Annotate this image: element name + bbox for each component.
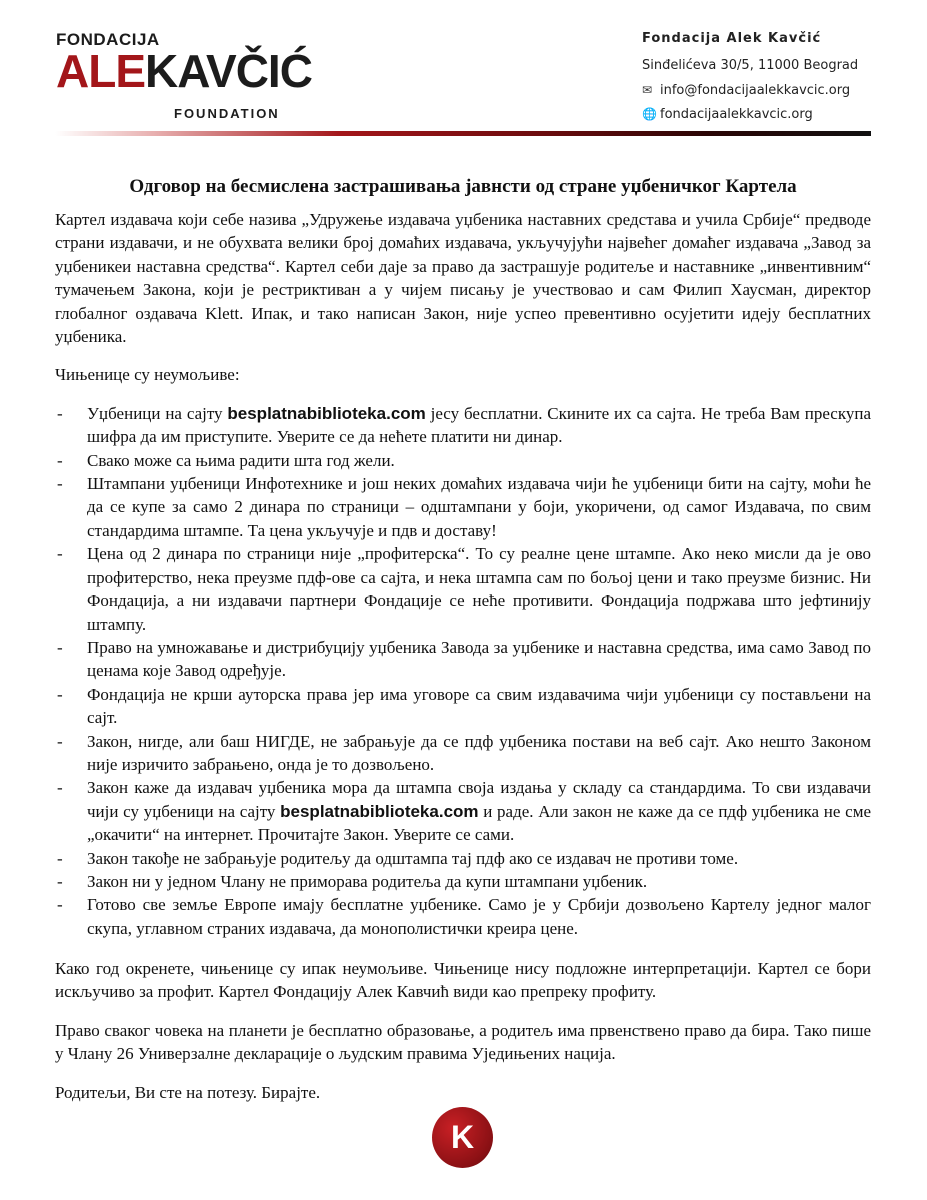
list-item xyxy=(55,542,871,636)
contact-website[interactable]: fondacijaalekkavcic.org xyxy=(660,107,813,122)
logo-wordmark-red: ALE xyxy=(56,45,145,97)
closing-section xyxy=(55,957,871,1119)
badge-letter: K xyxy=(450,1119,475,1155)
envelope-icon: ✉ xyxy=(642,83,653,97)
intro-paragraph: Картел издавача који себе назива „Удружење издавача уџбеника наставних средстава и учила Србије“ предводе страни издавачи, и не обухвата велики број домаћих издавача, укључујући највећег домаћег издавача „Завод за уџбеникеи наставна средства“. Картел себи даје за право да застрашује родитеље и наставнике „инвентивним“ тумачењем Закона, који је рестриктиван а у чијем писању је учествовао и сам Филип Хаусман, директор глобалног оздавача Klett. Ипак, и тако написан Закон, није успео превентивно осујетити идеју бесплатних уџбеника. xyxy=(55,210,871,347)
list-item xyxy=(55,776,871,846)
bullet-text: Закон, нигде, али баш НИГДЕ, не забрањује да се пдф уџбеника постави на веб сајт. Ако нешто Законом није изричито забрањено, онда је то дозвољено. xyxy=(87,731,871,774)
bullet-dash: - xyxy=(57,403,63,423)
list-item xyxy=(55,402,871,449)
bullet-dash: - xyxy=(57,731,63,751)
document-body xyxy=(55,208,871,974)
contact-email-line xyxy=(642,82,858,106)
bullet-text: Штампани уџбеници Инфотехнике и још неких домаћих издавача чији ће уџбеници бити на сајту, моћи ће да се купе за само 2 динара по страници – одштампани у боји, укоричени, од самог Издавача, по свим стандардима штампе. Та цена укључује и пдв и доставу! xyxy=(87,474,871,540)
list-item xyxy=(55,893,871,940)
list-item xyxy=(55,730,871,777)
logo-wordmark-dark: KAVČIĆ xyxy=(145,45,312,97)
bullet-text: Закон каже да издавач уџбеника мора да штампа своја издања у складу са стандардима. То сви издавачи чији су уџбеници на сајту xyxy=(87,778,871,821)
facts-label: Чињенице су неумољиве: xyxy=(55,365,240,385)
bullet-dash: - xyxy=(57,450,63,470)
bullet-dash: - xyxy=(57,474,63,494)
website-link[interactable]: besplatnabiblioteka.com xyxy=(227,403,426,423)
closing-paragraph-3: Родитељи, Ви сте на потезу. Бирајте. xyxy=(55,1082,321,1102)
bullet-text-cont: и раде. Али закон не каже да се пдф уџбеника не сме „окачити“ на интернет. Прочитајте Закон. Уверите се сами. xyxy=(87,801,871,845)
document-title: Одговор на бесмислена застрашивања јавнсти од стране уџбеничког Картела xyxy=(129,176,797,197)
list-item xyxy=(55,683,871,730)
list-item xyxy=(55,472,871,542)
bullet-text: Свако може са њима радити шта год жели. xyxy=(87,450,395,470)
bullet-dash: - xyxy=(57,848,63,868)
header-divider xyxy=(55,131,871,136)
bullet-text-cont: јесу бесплатни. Скините их са сајта. Не треба Вам прескупа шифра да им приступите. Уверите се да нећете платити ни динар. xyxy=(87,403,872,447)
bullet-text: Закон ни у једном Члану не приморава родитеља да купи штампани уџбеник. xyxy=(87,871,648,891)
list-item xyxy=(55,449,871,472)
list-item xyxy=(55,847,871,870)
contact-address: Sinđelićeva 30/5, 11000 Beograd xyxy=(642,58,859,73)
bullet-dash: - xyxy=(57,684,63,704)
contact-email[interactable]: info@fondacijaalekkavcic.org xyxy=(660,83,851,98)
bullet-dash: - xyxy=(57,871,63,891)
bullet-text: Готово све земље Европе имају бесплатне уџбенике. Само је у Србији дозвољено Картелу једног малог скупа, углавном страних издавача, да монополистички креира цене. xyxy=(87,895,871,938)
footer-logo-badge xyxy=(432,1107,493,1168)
bullet-dash: - xyxy=(57,895,63,915)
list-item xyxy=(55,870,871,893)
bullet-dash: - xyxy=(57,637,63,657)
website-link[interactable]: besplatnabiblioteka.com xyxy=(280,801,479,821)
logo-wordmark xyxy=(56,46,312,96)
bullet-text: Право на умножавање и дистрибуцију уџбеника Завода за уџбенике и наставна средства, има само Завод по ценама које Завод одређује. xyxy=(87,637,871,681)
list-item xyxy=(55,636,871,683)
bullet-text: Закон такође не забрањује родитељу да одштампа тај пдф ако се издавач не противи томе. xyxy=(87,848,739,868)
contact-web-line xyxy=(642,106,858,130)
bullet-text: Фондација не крши ауторска права јер има уговоре са свим издавачима чији уџбеници су постављени на сајт. xyxy=(87,684,871,728)
contact-org-name: Fondacija Alek Kavčić xyxy=(642,31,822,46)
closing-paragraph-1: Како год окренете, чињенице су ипак неумољиве. Чињенице нису подложне интерпретацији. Картел се бори искључиво за профит. Картел Фондацију Алек Кавчић види као препреку профиту. xyxy=(55,959,871,1002)
foundation-logo xyxy=(56,30,312,130)
logo-bottom-text: FOUNDATION xyxy=(174,106,280,121)
bullet-dash: - xyxy=(57,544,63,564)
facts-list xyxy=(55,402,871,940)
closing-paragraph-2: Право сваког човека на планети је бесплатно образовање, а родитељ има првенствено право да бира. Тако пише у Члану 26 Универзалне декларације о људским правима Уједињених нација. xyxy=(55,1020,871,1064)
globe-icon: 🌐 xyxy=(642,107,657,121)
logo-top-text: FONDACIJA xyxy=(56,30,160,49)
bullet-dash: - xyxy=(57,778,63,798)
contact-block xyxy=(642,31,858,130)
bullet-text: Уџбеници на сајту xyxy=(87,403,228,423)
bullet-text: Цена од 2 динара по страници није „профитерска“. То су реалне цене штампе. Ако неко мисли да је ово профитерство, нека преузме пдф-ове са сајта, и нека штампа сам по бољој цени и тако преузме бизнис. Ни Фондација, а ни издавачи партнери Фондације се неће противити. Фондација подржава што јефтинију штампу. xyxy=(87,544,871,634)
